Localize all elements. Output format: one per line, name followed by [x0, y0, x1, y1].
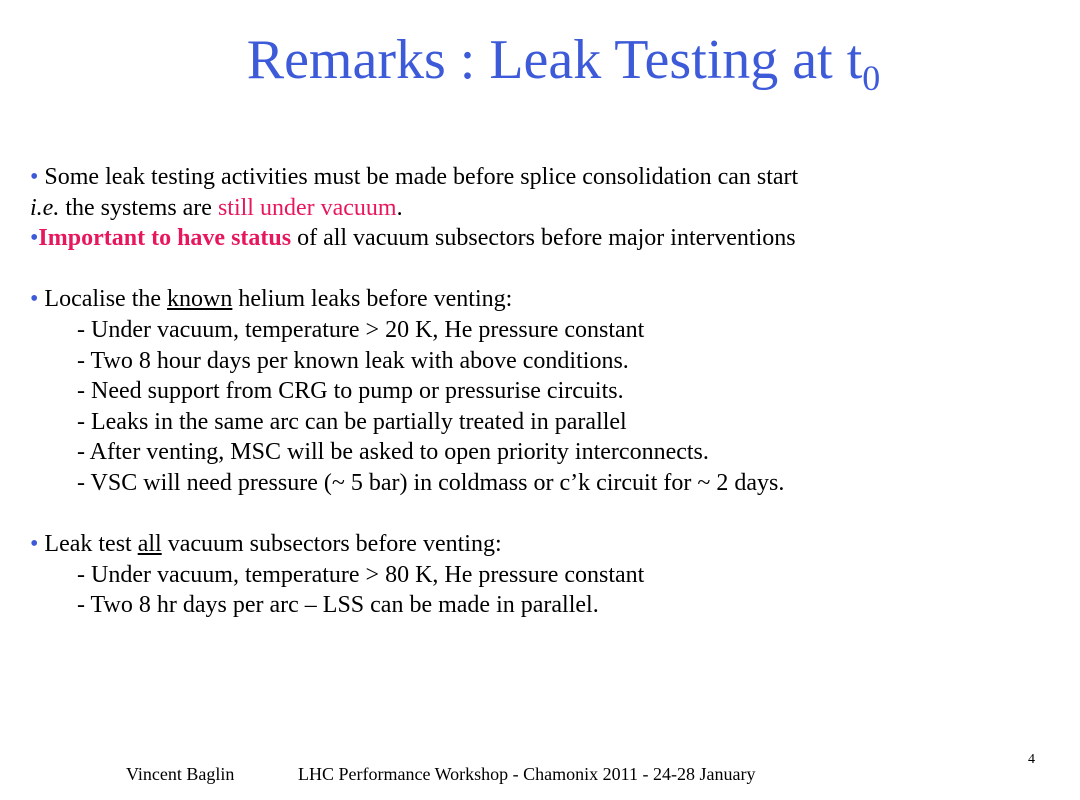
sub-item: - Under vacuum, temperature > 80 K, He pressure constant [77, 561, 645, 588]
bullet-icon: • [30, 225, 39, 252]
underlined-known: known [167, 286, 233, 313]
bullet-line-leak-test-all: • Leak test all vacuum subsectors before venting: [30, 531, 502, 558]
bullet-line-important-status: •Important to have status of all vacuum subsectors before major interventions [30, 225, 796, 252]
underlined-all: all [137, 531, 162, 558]
highlight-important-status: Important to have status [38, 225, 292, 252]
footer-workshop: LHC Performance Workshop - Chamonix 2011 - 24-28 January [298, 764, 756, 784]
slide-title [0, 29, 1080, 98]
sub-item: - After venting, MSC will be asked to open priority interconnects. [77, 439, 709, 466]
highlight-still-under-vacuum: still under vacuum [217, 194, 397, 221]
sub-item: - Two 8 hour days per known leak with above conditions. [77, 347, 629, 374]
sub-item: - Two 8 hr days per arc – LSS can be made in parallel. [77, 592, 599, 619]
sub-item: - Need support from CRG to pump or pressurise circuits. [77, 378, 624, 405]
bullet-icon: • [30, 164, 39, 190]
sub-item: - VSC will need pressure (~ 5 bar) in coldmass or c’k circuit for ~ 2 days. [77, 469, 785, 496]
bullet-icon: • [30, 531, 39, 558]
page-number: 4 [1028, 752, 1035, 767]
bullet-line-localise-known-leaks: • Localise the known helium leaks before venting: [30, 286, 513, 313]
bullet-line-leak-testing-activities: • Some leak testing activities must be made before splice consolidation can start [30, 164, 799, 190]
slide-body [30, 162, 1070, 621]
text-line-under-vacuum: i.e. the systems are still under vacuum. [30, 194, 403, 221]
footer-author: Vincent Baglin [126, 764, 235, 784]
sub-item: - Under vacuum, temperature > 20 K, He pressure constant [77, 316, 645, 343]
slide-title-subscript: 0 [862, 58, 881, 98]
slide-title-text: Remarks : Leak Testing at t [246, 29, 863, 91]
ie-abbreviation: i.e. [30, 194, 60, 221]
bullet-icon: • [30, 286, 39, 313]
sub-item: - Leaks in the same arc can be partially treated in parallel [77, 408, 627, 435]
